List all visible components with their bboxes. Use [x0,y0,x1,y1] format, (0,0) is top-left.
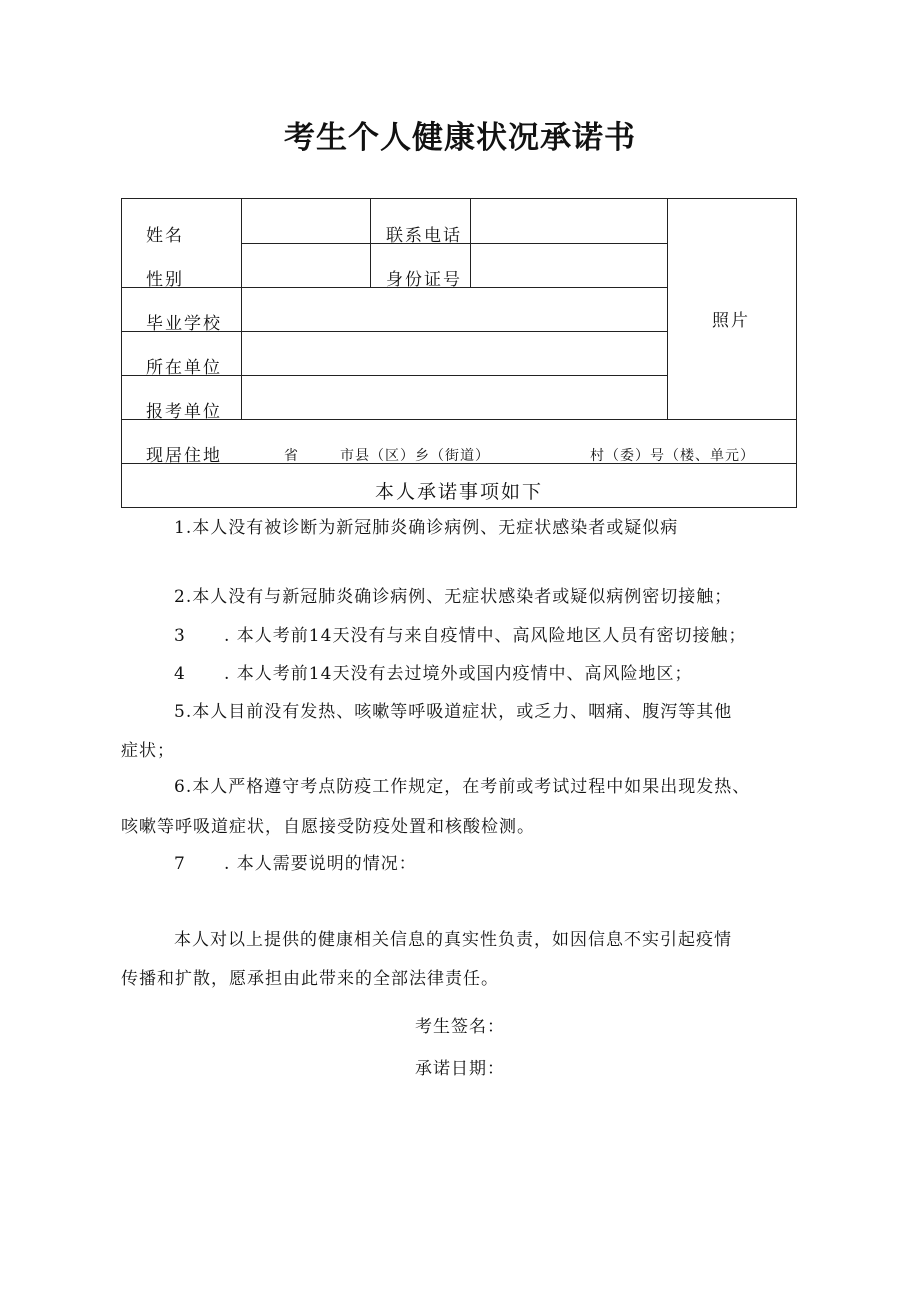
address-village: 村（委）号（楼、单元） [590,448,755,464]
column-divider [370,199,371,287]
gender-field[interactable] [242,244,369,287]
address-city-county: 市县（区）乡（街道） [340,448,490,464]
phone-field[interactable] [471,200,666,243]
page-title: 考生个人健康状况承诺书 [284,120,636,156]
work-unit-label: 所在单位 [146,358,222,378]
photo-box[interactable] [668,200,795,419]
signature-label: 考生签名： [415,1017,505,1037]
declaration-line-2: 传播和扩散，愿承担由此带来的全部法律责任。 [121,969,499,989]
apply-unit-label: 报考单位 [146,402,222,422]
pledge-item-3: 3 . 本人考前14天没有与来自疫情中、高风险地区人员有密切接触； [174,626,747,646]
school-field[interactable] [242,288,666,331]
pledge-item-6-continued: 咳嗽等呼吸道症状，自愿接受防疫处置和核酸检测。 [121,817,535,837]
pledge-item-6: 6.本人严格遵守考点防疫工作规定，在考前或考试过程中如果出现发热、 [174,777,751,797]
pledge-heading: 本人承诺事项如下 [374,481,543,503]
name-label: 姓名 [146,226,184,246]
address-province: 省 [284,448,299,464]
school-label: 毕业学校 [146,314,222,334]
pledge-item-1: 1.本人没有被诊断为新冠肺炎确诊病例、无症状感染者或疑似病 [174,518,679,538]
date-field[interactable] [505,1050,705,1080]
gender-label: 性别 [146,270,184,290]
photo-label: 照片 [712,311,750,331]
info-form-table [121,198,797,508]
apply-unit-field[interactable] [242,376,666,419]
row-divider [122,419,796,420]
pledge-item-4: 4 . 本人考前14天没有去过境外或国内疫情中、高风险地区； [174,664,693,684]
date-label: 承诺日期： [415,1059,505,1079]
signature-field[interactable] [505,1008,705,1038]
id-number-field[interactable] [471,244,666,287]
address-label: 现居住地 [146,446,222,466]
work-unit-field[interactable] [242,332,666,375]
name-field[interactable] [242,200,369,243]
pledge-item-5: 5.本人目前没有发热、咳嗽等呼吸道症状，或乏力、咽痛、腹泻等其他 [174,702,733,722]
declaration-line-1: 本人对以上提供的健康相关信息的真实性负责，如因信息不实引起疫情 [174,930,732,950]
pledge-item-5-continued: 症状； [121,741,175,761]
pledge-item-7: 7 . 本人需要说明的情况： [174,854,417,874]
id-number-label: 身份证号 [386,270,462,290]
pledge-item-2: 2.本人没有与新冠肺炎确诊病例、无症状感染者或疑似病例密切接触； [174,587,733,607]
phone-label: 联系电话 [386,226,462,246]
